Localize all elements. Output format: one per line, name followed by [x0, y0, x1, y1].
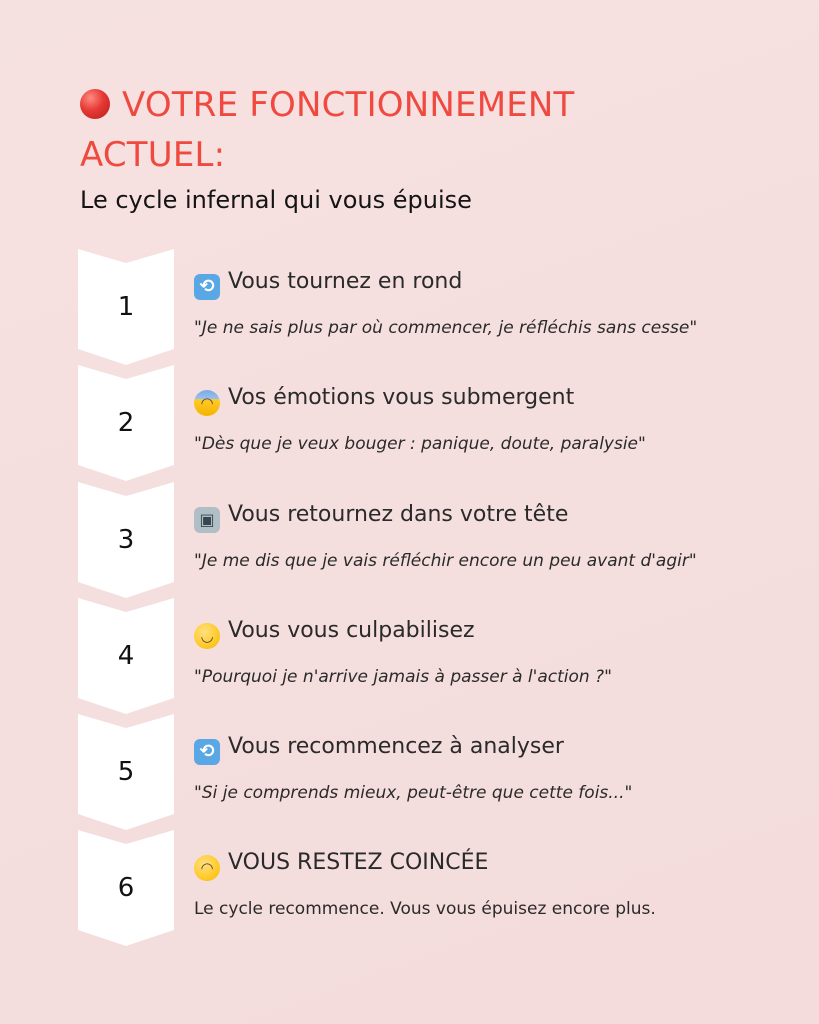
- step-title-text: Vos émotions vous submergent: [228, 385, 575, 410]
- step-number: 2: [117, 408, 135, 438]
- step-title-text: Vous retournez dans votre tête: [228, 502, 569, 527]
- cycle-step-6: [78, 830, 778, 946]
- step-text: Le cycle recommence. Vous vous épuisez encore plus.: [194, 899, 656, 919]
- step-title-text: Vous vous culpabilisez: [228, 618, 475, 643]
- anxious-face-icon: ◠: [194, 390, 220, 416]
- step-number: 3: [117, 525, 135, 555]
- page-title-text: VOTRE FONCTIONNEMENT ACTUEL:: [80, 85, 575, 175]
- step-number: 4: [117, 641, 135, 671]
- pensive-face-icon: ◡: [194, 623, 220, 649]
- counterclockwise-arrows-icon: ⟲: [194, 739, 220, 765]
- page-title: [80, 80, 720, 180]
- cycle-step-4: [78, 598, 778, 714]
- step-title-text: Vous recommencez à analyser: [228, 734, 564, 759]
- step-title: [194, 848, 488, 881]
- step-title: [194, 383, 574, 416]
- step-number: 1: [117, 292, 135, 322]
- counterclockwise-arrows-icon: ⟲: [194, 274, 220, 300]
- step-quote: "Dès que je veux bouger : panique, doute, paralysie": [194, 434, 646, 454]
- weary-face-icon: ◠: [194, 855, 220, 881]
- step-quote: "Si je comprends mieux, peut-être que cette fois...": [194, 783, 633, 803]
- step-title: [194, 616, 475, 649]
- cycle-step-5: [78, 714, 778, 830]
- step-number: 6: [117, 873, 135, 903]
- step-number: 5: [117, 757, 135, 787]
- step-quote: "Je me dis que je vais réfléchir encore un peu avant d'agir": [194, 551, 697, 571]
- step-quote: "Je ne sais plus par où commencer, je réfléchis sans cesse": [194, 318, 698, 338]
- step-title: [194, 500, 568, 533]
- step-title-text: Vous tournez en rond: [228, 269, 463, 294]
- step-title: [194, 732, 564, 765]
- step-title-text: VOUS RESTEZ COINCÉE: [228, 850, 489, 875]
- page-subtitle: Le cycle infernal qui vous épuise: [80, 186, 472, 214]
- cycle-step-2: [78, 365, 778, 481]
- step-title: [194, 267, 462, 300]
- red-circle-icon: [80, 89, 110, 119]
- cycle-step-3: [78, 482, 778, 598]
- step-quote: "Pourquoi je n'arrive jamais à passer à l'action ?": [194, 667, 612, 687]
- robot-icon: ▣: [194, 507, 220, 533]
- cycle-step-1: [78, 249, 778, 365]
